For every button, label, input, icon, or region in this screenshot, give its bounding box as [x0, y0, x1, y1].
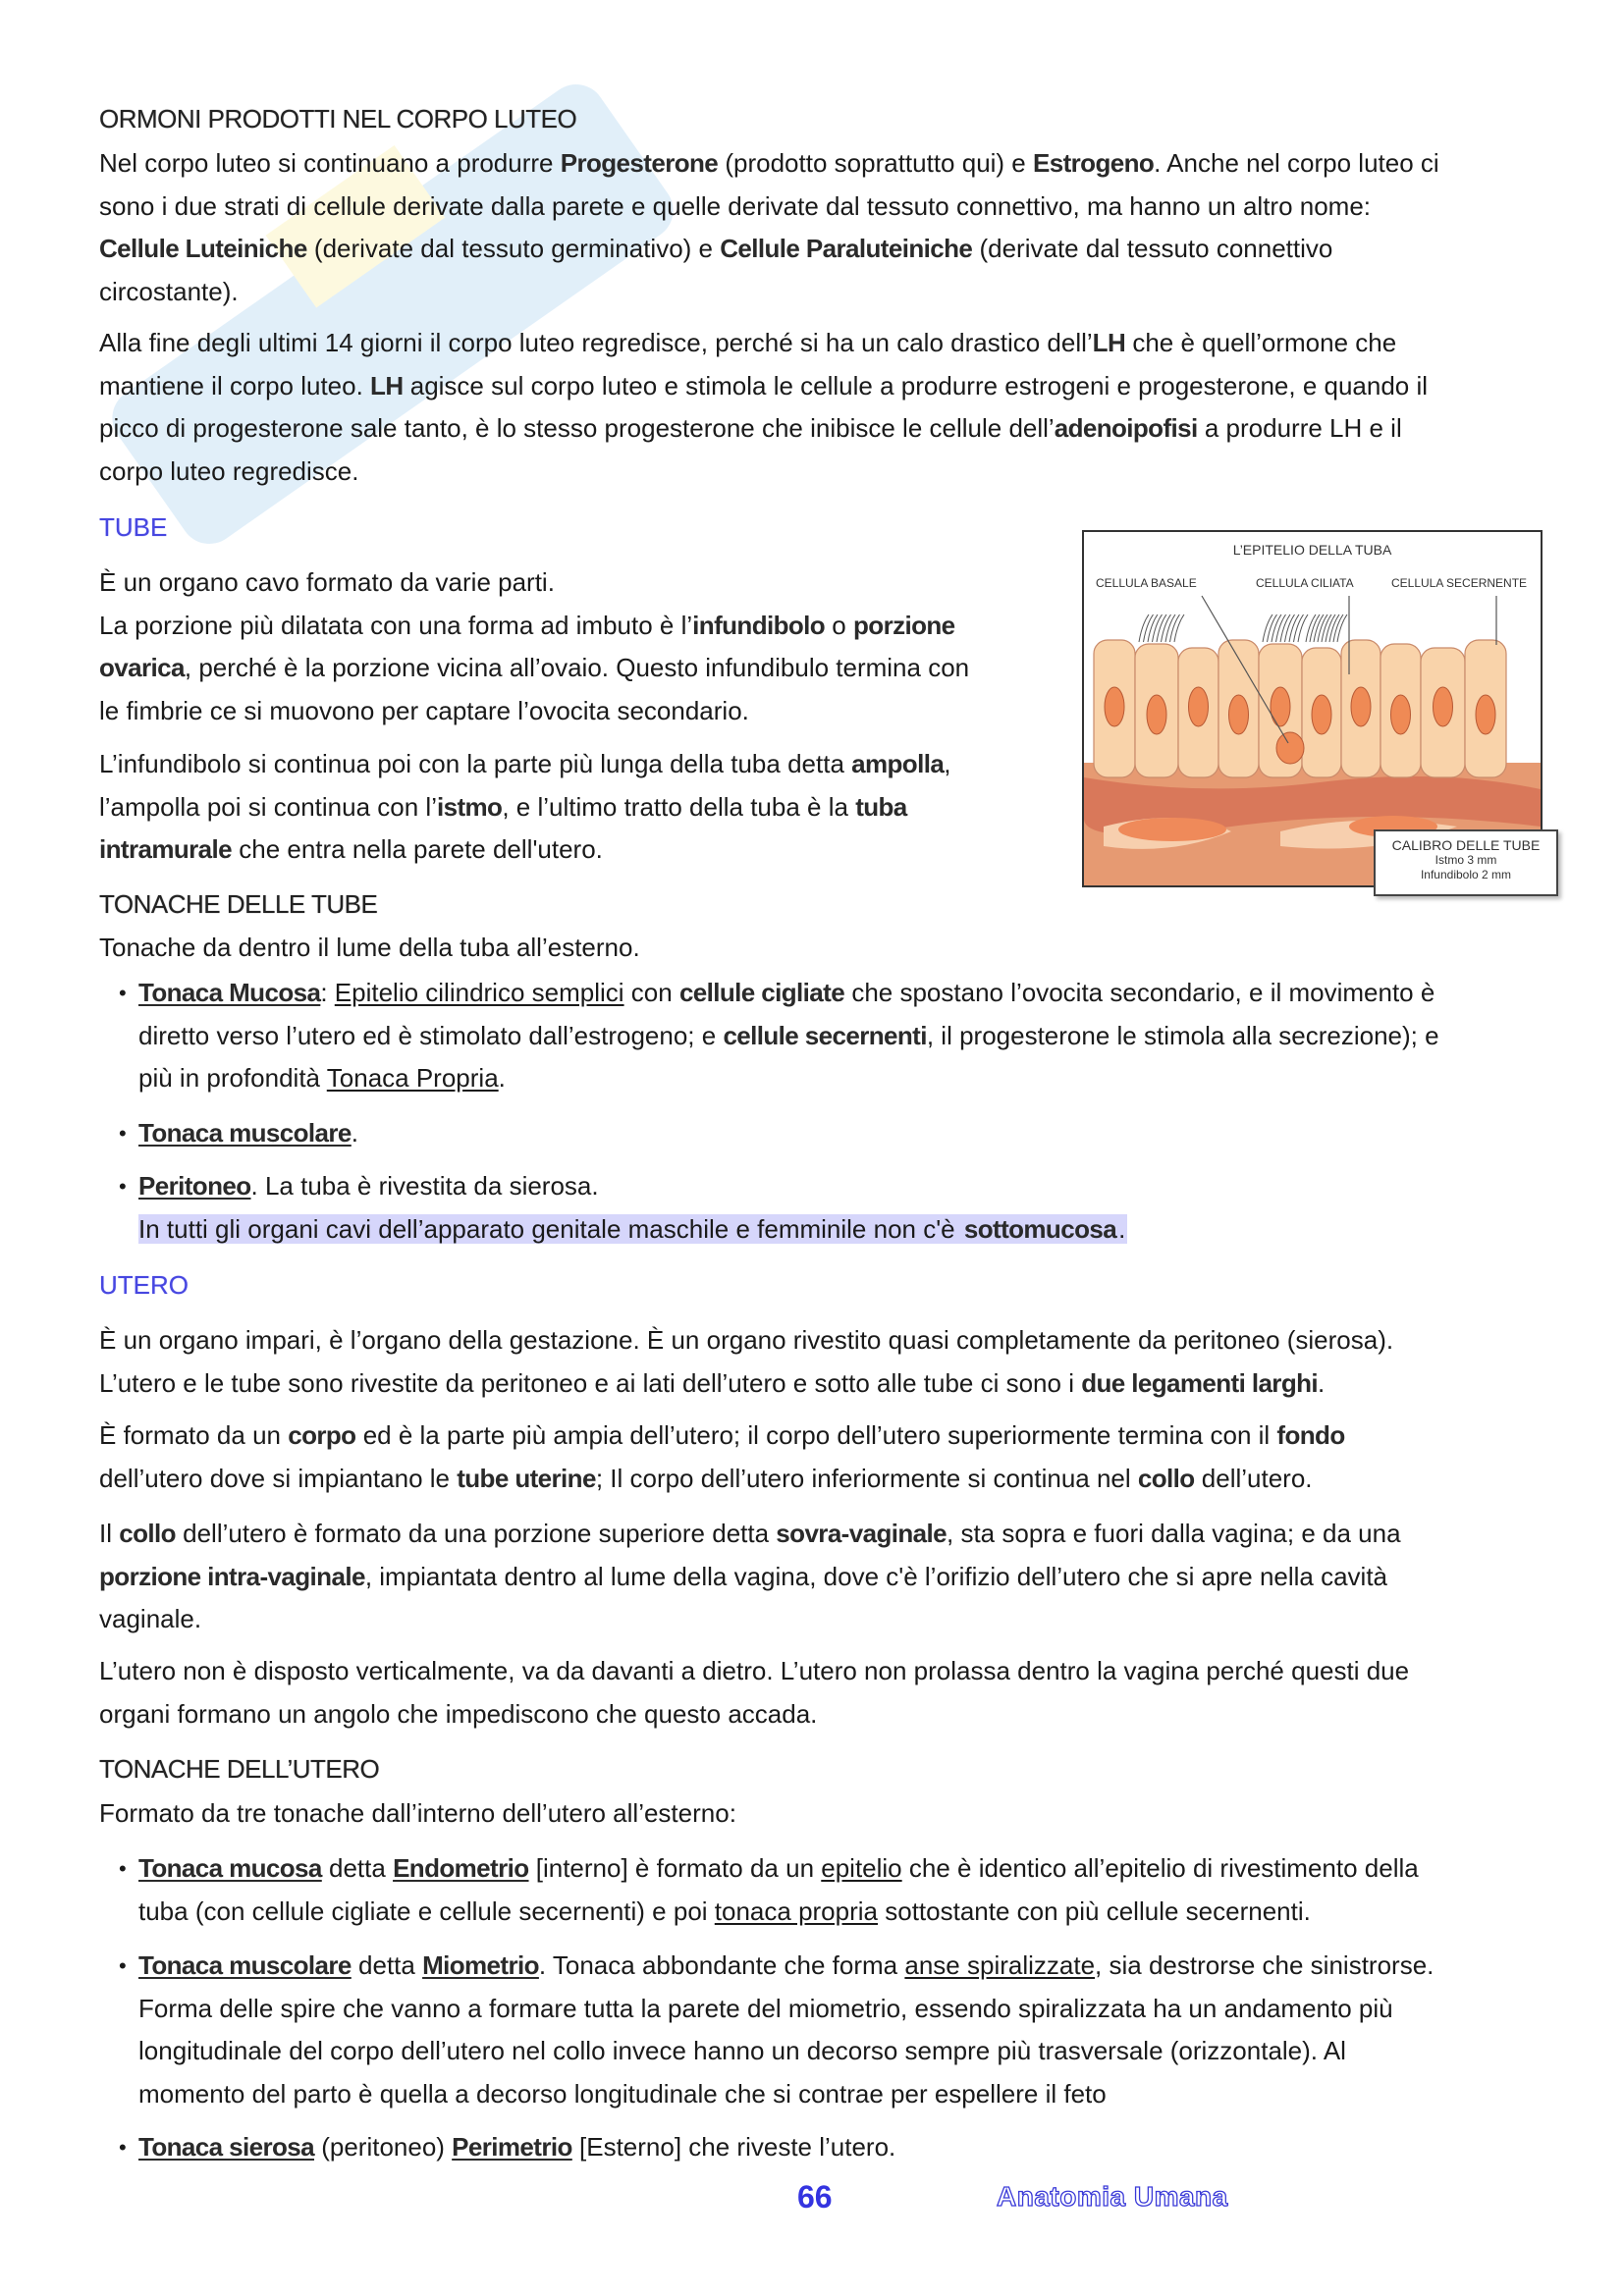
text-run: ORMONI PRODOTTI NEL CORPO LUTEO	[99, 104, 577, 133]
text-run: ; Il corpo dell’utero inferiormente si continua nel	[595, 1463, 1138, 1493]
calibro-box	[1374, 829, 1558, 896]
key-term: Cellule Luteiniche	[99, 234, 307, 264]
text-run: più in profondità	[138, 1063, 327, 1094]
key-term: sovra-vaginale	[776, 1519, 947, 1548]
text-run: . La tuba è rivestita da sierosa.	[250, 1171, 599, 1201]
text-line	[99, 605, 969, 648]
label-cellula-ciliata: CELLULA CILIATA	[1256, 576, 1354, 590]
text-run: [interno] è formato da un	[528, 1853, 822, 1883]
label-cellula-secernente: CELLULA SECERNENTE	[1391, 576, 1528, 590]
text-line	[119, 1015, 1439, 1058]
text-run: .	[498, 1063, 506, 1094]
list-item	[119, 1847, 1419, 1933]
text-run: Nel corpo luteo si continuano a produrre	[99, 148, 561, 178]
text-line	[99, 1650, 1409, 1693]
text-run: circostante).	[99, 277, 239, 307]
text-run: , perché è la porzione vicina all’ovaio. Questo infundibulo termina con	[184, 653, 970, 683]
bullet-icon: •	[119, 1174, 127, 1199]
calibro-title: CALIBRO DELLE TUBE	[1391, 837, 1541, 853]
calibro-istmo: Istmo 3 mm	[1435, 853, 1497, 867]
bullet-icon: •	[119, 1953, 127, 1978]
text-run: che è quell’ormone che	[1125, 328, 1397, 357]
text-line	[99, 1792, 736, 1836]
key-term: porzione	[853, 610, 955, 640]
text-run: .	[1118, 1213, 1126, 1244]
key-term: Cellule Paraluteiniche	[720, 234, 973, 264]
text-run: dell’utero dove si impiantano le	[99, 1463, 458, 1493]
text-line	[119, 2030, 1434, 2073]
text-run: sono i due strati di cellule derivate dalla parete e quelle derivate dal tessuto connettivo, ma hanno un altro nome:	[99, 190, 1372, 221]
text-line	[99, 1264, 189, 1308]
text-run: .	[351, 1118, 359, 1148]
text-line	[99, 690, 969, 733]
key-term: Estrogeno	[1033, 148, 1155, 178]
text-line	[119, 2073, 1434, 2116]
paragraph	[99, 1513, 1401, 1641]
list-item	[119, 1112, 358, 1155]
text-run: L’utero non è disposto verticalmente, va da davanti a dietro. L’utero non prolassa dentro la vagina perché questi due	[99, 1656, 1410, 1685]
text-run: In tutti gli organi cavi dell’apparato genitale maschile e femminile non c'è	[138, 1213, 962, 1244]
text-line	[99, 828, 950, 872]
text-line	[119, 1057, 1439, 1100]
text-run: , il progesterone le stimola alla secrezione); e	[926, 1020, 1439, 1050]
text-run: (derivate dal tessuto connettivo	[972, 234, 1333, 264]
text-run: agisce sul corpo luteo e stimola le cellule a produrre estrogeni e progesterone, e quando il	[403, 370, 1429, 400]
text-run: Formato da tre tonache dall’interno dell’utero all’esterno:	[99, 1798, 736, 1828]
text-run: .	[1318, 1367, 1326, 1398]
text-run: che è identico all’epitelio di rivestimento della	[901, 1853, 1419, 1883]
figure-title: L’EPITELIO DELLA TUBA	[1232, 542, 1392, 558]
key-term: istmo	[436, 791, 503, 822]
key-term: porzione intra-vaginale	[99, 1561, 365, 1591]
text-line	[119, 1891, 1419, 1934]
key-term: intramurale	[99, 834, 233, 865]
text-run: vaginale.	[99, 1604, 202, 1634]
text-line	[99, 883, 377, 927]
text-line	[99, 927, 640, 970]
key-term: ovarica	[99, 653, 185, 683]
text-run: corpo luteo regredisce.	[99, 456, 359, 487]
text-line	[99, 186, 1439, 229]
paragraph	[99, 142, 1439, 314]
key-term: ampolla	[851, 749, 945, 778]
text-run: La porzione più dilatata con una forma ad imbuto è l’	[99, 610, 693, 640]
key-term: infundibolo	[692, 610, 826, 640]
paragraph	[99, 1319, 1393, 1405]
text-line	[99, 142, 1439, 186]
cell-nucleus	[1105, 687, 1124, 726]
key-term: Tonaca Mucosa	[138, 978, 321, 1007]
key-term: anse spiralizzate	[904, 1950, 1096, 1980]
text-run: TONACHE DELLE TUBE	[99, 889, 378, 919]
key-term: collo	[119, 1519, 176, 1548]
text-run: Forma delle spire che vanno a formare tutta la parete del miometrio, essendo spiralizzata ha un andamento più	[138, 1993, 1393, 2023]
key-term: cellule cigliate	[678, 978, 845, 1007]
key-term: corpo	[288, 1420, 356, 1450]
text-line	[99, 1513, 1401, 1556]
text-line	[99, 507, 167, 550]
text-line	[119, 972, 1439, 1015]
key-term: Epitelio cilindrico semplici	[334, 978, 624, 1007]
text-line	[99, 647, 969, 690]
section-heading	[99, 883, 377, 927]
text-line	[99, 1458, 1345, 1501]
basal-cell-nucleus	[1276, 732, 1304, 764]
key-term: Perimetrio	[452, 2132, 572, 2162]
text-run: Il	[99, 1519, 120, 1548]
text-run: . Anche nel corpo luteo ci	[1154, 148, 1439, 178]
text-line	[99, 1319, 1393, 1362]
text-line	[99, 1693, 1409, 1736]
text-line	[99, 786, 950, 829]
text-line	[99, 451, 1428, 494]
key-term: tonaca propria	[714, 1896, 879, 1926]
text-run: che spostano l’ovocita secondario, e il movimento è	[844, 978, 1435, 1007]
text-line	[119, 1945, 1434, 1988]
text-run: È un organo impari, è l’organo della gestazione. È un organo rivestito quasi completamente da peritoneo (sierosa).	[99, 1325, 1394, 1355]
bullet-icon: •	[119, 1856, 127, 1881]
text-run: , sia destrorse che sinistrorse.	[1095, 1950, 1435, 1980]
text-line	[119, 1208, 1127, 1252]
cell-nucleus	[1229, 695, 1249, 734]
text-run: L’infundibolo si continua poi con la parte più lunga della tuba detta	[99, 749, 852, 778]
text-line	[99, 98, 576, 141]
section-heading	[99, 1264, 189, 1308]
text-line	[99, 322, 1428, 365]
text-line	[99, 561, 969, 605]
text-run: le fimbrie ce si muovono per captare l’ovocita secondario.	[99, 696, 749, 726]
paragraph	[99, 1415, 1345, 1500]
text-run: detta	[351, 1950, 423, 1980]
text-line	[99, 1748, 379, 1791]
text-run: dell’utero è formato da una porzione superiore detta	[175, 1519, 777, 1548]
paragraph	[99, 1792, 736, 1836]
section-heading	[99, 98, 576, 141]
text-line	[99, 1556, 1401, 1599]
text-run: È un organo cavo formato da varie parti.	[99, 567, 555, 597]
text-run: l’ampolla poi si continua con l’	[99, 791, 437, 822]
cell-nucleus	[1476, 695, 1495, 734]
text-run: ,	[944, 749, 951, 778]
cell-nucleus	[1391, 695, 1411, 734]
bullet-icon: •	[119, 981, 127, 1005]
cell-nucleus	[1434, 687, 1453, 726]
key-term: cellule secernenti	[723, 1020, 927, 1050]
list-item	[119, 1945, 1434, 2116]
cell-nucleus	[1189, 687, 1209, 726]
text-run: momento del parto è quella a decorso longitudinale che si contrae per espellere il feto	[138, 2079, 1107, 2109]
key-term: Progesterone	[560, 148, 719, 178]
page-number: 66	[797, 2179, 833, 2215]
section-heading	[99, 1748, 379, 1791]
list-item	[119, 972, 1439, 1100]
text-run: :	[320, 978, 335, 1007]
text-line	[119, 1112, 358, 1155]
bullet-icon: •	[119, 2135, 127, 2160]
paragraph	[99, 322, 1428, 494]
key-term: due legamenti larghi	[1081, 1367, 1319, 1398]
text-run: a produrre LH e il	[1197, 413, 1402, 444]
key-term: collo	[1137, 1463, 1195, 1493]
key-term: tuba	[855, 791, 907, 822]
key-term: Tonaca Propria	[326, 1063, 499, 1094]
text-line	[119, 1988, 1434, 2031]
key-term: Tonaca muscolare	[138, 1118, 352, 1148]
key-term: Tonaca mucosa	[138, 1853, 322, 1883]
text-run: Alla fine degli ultimi 14 giorni il corpo luteo regredisce, perché si ha un calo drastico dell’	[99, 328, 1093, 357]
key-term: Tonaca muscolare	[138, 1950, 352, 1980]
text-line	[99, 407, 1428, 451]
text-run: . Tonaca abbondante che forma	[538, 1950, 905, 1980]
text-run: ed è la parte più ampia dell’utero; il corpo dell’utero superiormente termina con il	[355, 1420, 1277, 1450]
key-term: Tonaca sierosa	[138, 2132, 314, 2162]
text-run: con	[623, 978, 679, 1007]
text-run: sottostante con più cellule secernenti.	[878, 1896, 1311, 1926]
list-item	[119, 2126, 895, 2169]
key-term: LH	[370, 370, 404, 400]
text-run: TUBE	[99, 512, 168, 542]
text-run: , impiantata dentro al lume della vagina, dove c'è l’orifizio dell’utero che si apre nella cavità	[364, 1561, 1388, 1591]
text-run: diretto verso l’utero ed è stimolato dall’estrogeno; e	[138, 1020, 724, 1050]
text-run: picco di progesterone sale tanto, è lo stesso progesterone che inibisce le cellule dell’	[99, 413, 1055, 444]
text-line	[99, 1598, 1401, 1641]
key-term: Miometrio	[422, 1950, 539, 1980]
text-run: [Esterno] che riveste l’utero.	[571, 2132, 896, 2162]
text-run: UTERO	[99, 1270, 189, 1300]
list-item	[119, 1165, 1127, 1251]
text-run: detta	[321, 1853, 394, 1883]
text-line	[99, 1362, 1393, 1406]
paragraph	[99, 561, 969, 733]
text-run: (derivate dal tessuto germinativo) e	[306, 234, 721, 264]
text-run: TONACHE DELL’UTERO	[99, 1754, 380, 1784]
cell-nucleus	[1271, 687, 1290, 726]
text-line	[99, 1415, 1345, 1458]
paragraph	[99, 927, 640, 970]
text-run: longitudinale del corpo dell’utero nel collo invece hanno un decorso sempre più trasversale (orizzontale). Al	[138, 2036, 1346, 2066]
key-term: LH	[1092, 328, 1126, 357]
text-run: che entra nella parete dell'utero.	[232, 834, 603, 865]
text-line	[119, 1165, 1127, 1208]
key-term: Endometrio	[393, 1853, 529, 1883]
text-run: (peritoneo)	[313, 2132, 453, 2162]
text-run: organi formano un angolo che impediscono che questo accada.	[99, 1698, 818, 1729]
calibro-infundibolo: Infundibolo 2 mm	[1420, 868, 1512, 881]
section-heading	[99, 507, 167, 550]
text-line	[119, 1847, 1419, 1891]
cell-nucleus	[1147, 695, 1166, 734]
text-line	[99, 271, 1439, 314]
text-run: L’utero e le tube sono rivestite da peritoneo e ai lati dell’utero e sotto alle tube ci sono i	[99, 1367, 1082, 1398]
text-run: Tonache da dentro il lume della tuba all’esterno.	[99, 933, 640, 962]
key-term: adenoipofisi	[1054, 413, 1198, 444]
cilium	[1174, 614, 1184, 642]
text-run: dell’utero.	[1194, 1463, 1313, 1493]
key-term: epitelio	[821, 1853, 902, 1883]
footer-title: Anatomia Umana	[997, 2181, 1228, 2212]
text-run: o	[825, 610, 853, 640]
bullet-icon: •	[119, 1121, 127, 1146]
text-run: mantiene il corpo luteo.	[99, 370, 371, 400]
text-run: È formato da un	[99, 1420, 289, 1450]
paragraph	[99, 1650, 1409, 1735]
key-term: sottomucosa	[963, 1213, 1117, 1244]
label-cellula-basale: CELLULA BASALE	[1096, 576, 1197, 590]
cell-nucleus	[1312, 695, 1331, 734]
text-line	[99, 228, 1439, 271]
text-run: tuba (con cellule cigliate e cellule secernenti) e poi	[138, 1896, 715, 1926]
text-line	[99, 365, 1428, 408]
key-term: tube uterine	[457, 1463, 596, 1493]
text-run: , e l’ultimo tratto della tuba è la	[502, 791, 856, 822]
text-line	[119, 2126, 895, 2169]
paragraph	[99, 743, 950, 872]
cell-nucleus	[1351, 687, 1371, 726]
key-term: Peritoneo	[138, 1171, 251, 1201]
text-line	[99, 743, 950, 786]
key-term: fondo	[1276, 1420, 1345, 1450]
text-run: (prodotto soprattutto qui) e	[718, 148, 1033, 178]
cilium	[1337, 614, 1347, 642]
text-run: , sta sopra e fuori dalla vagina; e da una	[947, 1519, 1401, 1548]
